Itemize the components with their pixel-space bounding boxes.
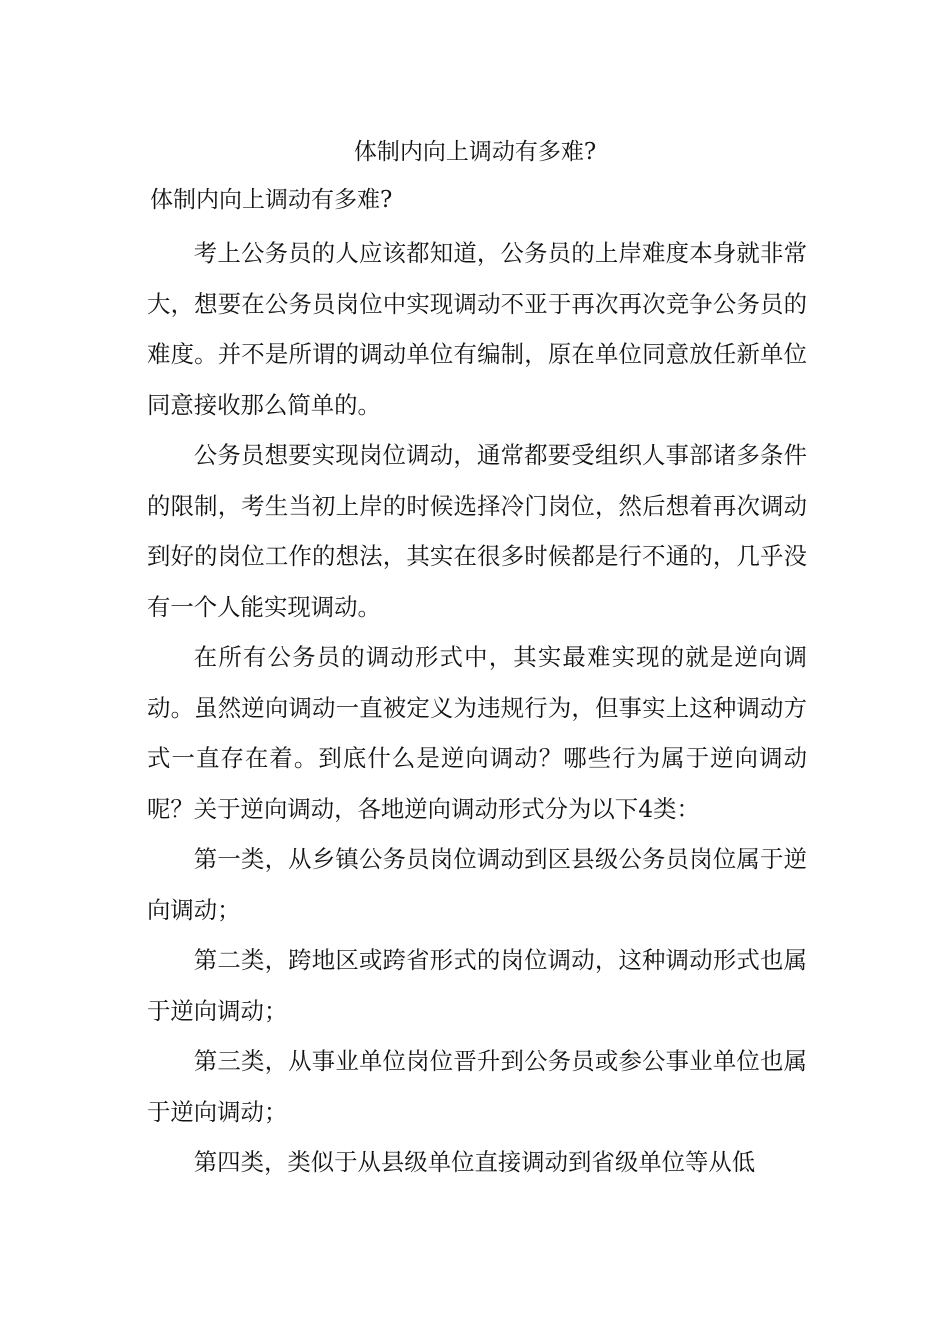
paragraph-intro: 考上公务员的人应该都知道，公务员的上岸难度本身就非常大，想要在公务员岗位中实现调动不亚于再次再次竞争公务员的难度。并不是所谓的调动单位有编制，原在单位同意放任新单位同意接收那么简单的。 <box>147 239 807 419</box>
document-subtitle: 体制内向上调动有多难? <box>150 187 393 213</box>
paragraph-transfer-limits: 公务员想要实现岗位调动，通常都要受组织人事部诸多条件的限制，考生当初上岸的时候选择冷门岗位，然后想着再次调动到好的岗位工作的想法，其实在很多时候都是行不通的，几乎没有一个人能实现调动。 <box>147 441 807 621</box>
paragraph-type-1: 第一类，从乡镇公务员岗位调动到区县级公务员岗位属于逆向调动； <box>147 845 807 924</box>
document-title: 体制内向上调动有多难? <box>353 139 597 165</box>
document-body <box>147 228 807 1188</box>
paragraph-type-3: 第三类，从事业单位岗位晋升到公务员或参公事业单位也属于逆向调动； <box>147 1047 807 1126</box>
paragraph-type-4: 第四类，类似于从县级单位直接调动到省级单位等从低 <box>193 1148 756 1176</box>
paragraph-reverse-transfer: 在所有公务员的调动形式中，其实最难实现的就是逆向调动。虽然逆向调动一直被定义为违规行为，但事实上这种调动方式一直存在着。到底什么是逆向调动？哪些行为属于逆向调动呢？关于逆向调动，各地逆向调动形式分为以下4类： <box>147 643 807 823</box>
paragraph-type-2: 第二类，跨地区或跨省形式的岗位调动，这种调动形式也属于逆向调动； <box>147 946 807 1025</box>
